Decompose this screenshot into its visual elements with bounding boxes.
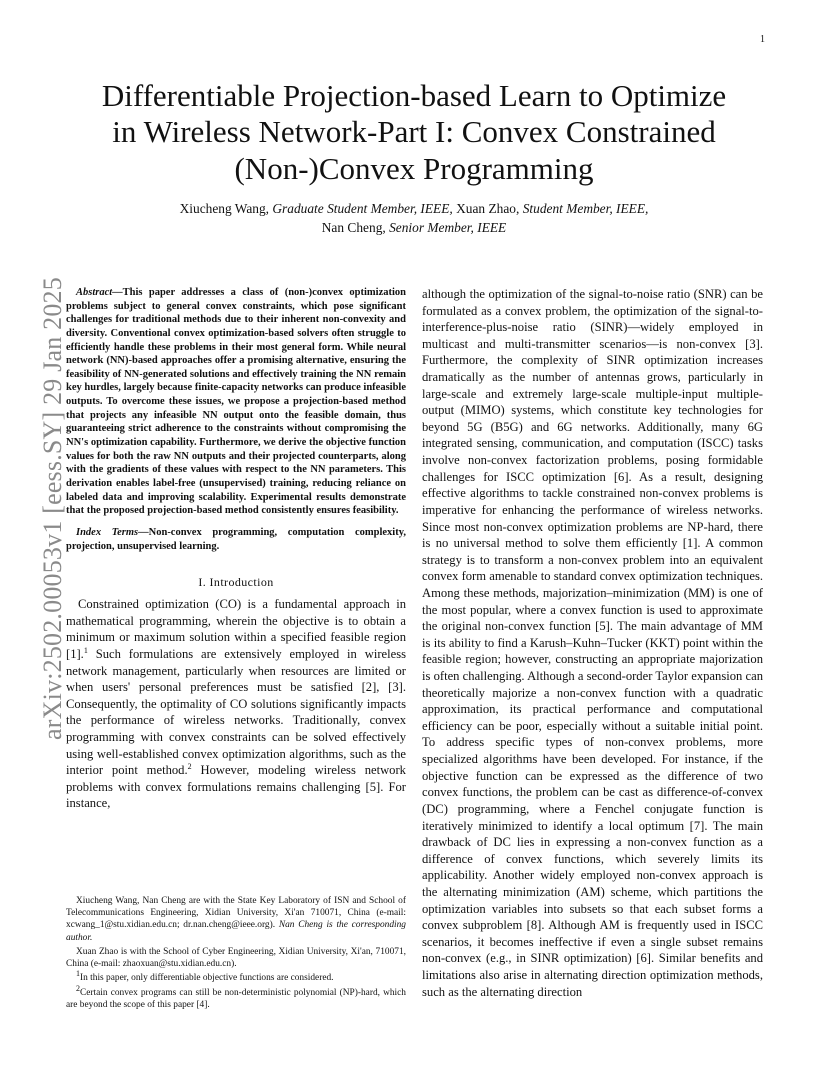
affiliation-1-text: Xiucheng Wang, Nan Cheng are with the State Key Laboratory of ISN and School of Telecommunications Engineering, Xidian University, Xi'an 710071, China (e-mail: xcwang_1@stu.xidian.edu.cn; dr.nan.cheng@ieee.org). <box>66 896 406 931</box>
footnote-affiliation-2: Xuan Zhao is with the School of Cyber Engineering, Xidian University, Xi'an, 710071, China (e-mail: zhaoxuan@stu.xidian.edu.cn). <box>66 946 406 970</box>
footnote-affiliation-1 <box>66 895 406 944</box>
section-heading-introduction: I. Introduction <box>198 575 274 590</box>
footnote-2-text: Certain convex programs can still be non-deterministic polynomial (NP)-hard, which are beyond the scope of this paper [4]. <box>66 987 406 1010</box>
footnote-1 <box>66 969 406 984</box>
left-column <box>66 286 406 812</box>
title-line-1: Differentiable Projection-based Learn to Optimize <box>101 78 727 113</box>
footnotes <box>66 895 406 1013</box>
author-1-name: Xiucheng Wang, <box>179 201 270 216</box>
index-terms-lead: Index Terms <box>76 526 139 538</box>
introduction-paragraph <box>66 596 406 812</box>
right-column <box>422 286 763 1000</box>
abstract <box>66 286 406 518</box>
abstract-text: —This paper addresses a class of (non-)convex optimization problems subject to general convex constraints, which pose significant challenges for traditional methods due to their inherent non-convexity and diversity. Conventional convex optimization-based solvers often struggle to efficiently handle these problems in their most general form. While neural network (NN)-based approaches offer a promising alternative, ensuring the feasibility of NN-generated solutions and effectively training the NN remain key hurdles, largely because finite-capacity networks can produce infeasible outputs. To overcome these issues, we propose a projection-based method that projects any infeasible NN output onto the feasible domain, thus guaranteeing strict adherence to the constraints without compromising the NN's optimization capability. Furthermore, we derive the objective function values for both the raw NN outputs and their projected counterparts, along with the gradients of these values with respect to the NN parameters. This derivation enables label-free (unsupervised) training, reducing reliance on labeled data and improving scalability. Experimental results demonstrate that the proposed projection-based method consistently ensures feasibility. <box>66 287 406 517</box>
footnote-ref-1: 1 <box>83 645 88 655</box>
author-line-2 <box>0 219 828 238</box>
author-2-role: Student Member, IEEE, <box>522 201 649 216</box>
index-terms-text: —Non-convex programming, computation complexity, projection, unsupervised learning. <box>66 526 406 552</box>
footnote-ref-2: 2 <box>187 762 192 772</box>
author-2-name: Xuan Zhao, <box>456 201 520 216</box>
index-terms <box>66 526 406 553</box>
footnote-1-text: In this paper, only differentiable objective functions are considered. <box>80 973 334 984</box>
page-number: 1 <box>760 34 765 45</box>
title-line-3: (Non-)Convex Programming <box>234 150 594 186</box>
arxiv-stamp: arXiv:2502.00053v1 [eess.SY] 29 Jan 2025 <box>38 277 67 740</box>
right-column-paragraph: although the optimization of the signal-to-noise ratio (SNR) can be formulated as a convex problem, the optimization of the signal-to-interference-plus-noise ratio (SINR)—widely employed in multicast and multi-transmitter scenarios—is non-convex [3]. Furthermore, the complexity of SINR optimization increases dramatically as the number of antennas grows, particularly in large-scale and extremely large-scale multiple-input multiple-output (MIMO) systems, which constitute key technologies for beyond 5G (B5G) and 6G networks. Additionally, many 6G integrated sensing, communication, and computation (ISCC) tasks involve non-convex factorization problems, posing formidable challenges for ISCC optimization [6]. As a result, designing effective algorithms to tackle constrained non-convex problems is imperative for enhancing the performance of wireless networks. Since most non-convex optimization problems are NP-hard, there is no universal method to solve them efficiently [1]. A common strategy is to transform a non-convex problem into an equivalent convex form amenable to standard convex optimization techniques. Among these methods, majorization–minimization (MM) is one of the most popular, where a convex function is used to approximate the original non-convex function [5]. The main advantage of MM is its ability to find a Karush–Kuhn–Tucker (KKT) point within the feasible region; however, constructing an appropriate majorization is often challenging. Although a second-order Taylor expansion can theoretically majorize a non-convex function with a quadratic approximation, its practical performance and computational efficiency can be poor, especially without a suitable initial point. To address specific types of non-convex problems, more specialized algorithms have been developed. For instance, if the objective function can be expressed as the difference of two convex functions, the problem can be cast as difference-of-convex (DC) programming, where a Fenchel conjugate function is iteratively minimized to identify a local optimum [7]. The main drawback of DC lies in expressing a non-convex function as a difference of convex functions, which severely limits its applicability. Another widely employed non-convex approach is the alternating minimization (AM) scheme, which partitions the optimization variables into subsets so that each subset forms a convex subproblem [8]. Although AM is frequently used in ISCC scenarios, it becomes ineffective if even a single subset remains non-convex (e.g., in SINR optimization) [6]. Similar benefits and limitations also arise in alternating direction optimization methods, such as the alternating direction <box>422 287 763 999</box>
paper-title <box>0 78 828 187</box>
author-1-role: Graduate Student Member, IEEE, <box>272 201 453 216</box>
corresponding-author-note: Nan Cheng is the corresponding author. <box>66 920 406 943</box>
abstract-lead: Abstract <box>76 287 113 298</box>
intro-text-c: However, modeling wireless network problems with convex formulations remains challenging [5]. For instance, <box>66 763 406 811</box>
footnote-2 <box>66 983 406 1011</box>
intro-text-a: Constrained optimization (CO) is a fundamental approach in mathematical programming, wherein the objective is to obtain a minimum or maximum solution within a specified feasible region [1]. <box>66 597 406 661</box>
footnote-1-mark: 1 <box>76 969 80 979</box>
author-line-1 <box>0 200 828 219</box>
author-block <box>0 200 828 237</box>
intro-text-b: Such formulations are extensively employed in wireless network management, particularly when resources are limited or when users' personal preferences must be satisfied [2], [3]. Consequently, the optimality of CO solutions significantly impacts the performance of wireless networks. Traditionally, convex programming with convex constraints can be solved effectively using well-established convex optimization algorithms, such as the interior point method. <box>66 647 406 778</box>
title-line-2: in Wireless Network-Part I: Convex Constrained <box>112 114 716 150</box>
author-3-role: Senior Member, IEEE <box>389 219 507 235</box>
author-3-name: Nan Cheng, <box>321 219 386 235</box>
footnote-2-mark: 2 <box>76 983 80 993</box>
